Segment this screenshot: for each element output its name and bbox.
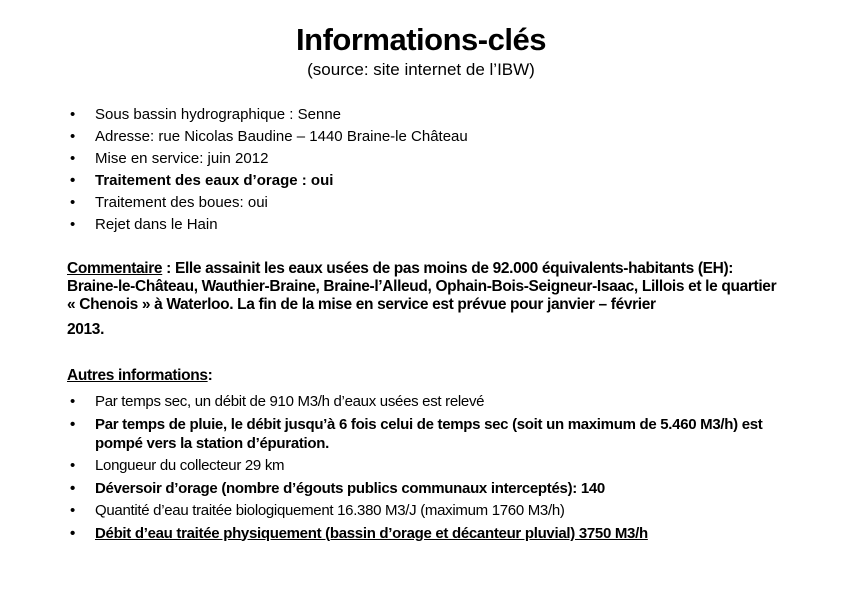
list-item-text: Quantité d’eau traitée biologiquement 16.380 M3/J (maximum 1760 M3/h) [95, 502, 565, 519]
list-item-traitement-boues [68, 192, 782, 214]
autres-informations-label: Autres informations [67, 367, 208, 384]
commentaire-tail: 2013. [67, 321, 105, 338]
commentaire-label: Commentaire [67, 260, 163, 277]
autres-informations-heading [67, 367, 782, 385]
list-item-debit-eau-physique [68, 524, 782, 543]
list-item-text: Traitement des eaux d’orage : oui [95, 172, 334, 189]
list-item-deversoir-orage [68, 479, 782, 498]
list-item-text: Rejet dans le Hain [95, 216, 218, 233]
list-item-longueur-collecteur [68, 456, 782, 475]
list-item-text: Débit d’eau traitée physiquement (bassin d’orage et décanteur pluvial) 3750 M3/h [95, 524, 648, 542]
list-item-text: Déversoir d’orage (nombre d’égouts publics communaux interceptés): 140 [95, 479, 605, 497]
page-title: Informations-clés [296, 22, 546, 57]
list-item-temps-sec [68, 392, 782, 411]
list-item-text: Longueur du collecteur 29 km [95, 457, 285, 474]
list-item-adresse [68, 126, 782, 148]
list-item-mise-en-service [68, 148, 782, 170]
list-item-text: Par temps sec, un débit de 910 M3/h d’eaux usées est relevé [95, 393, 485, 410]
autres-informations-separator: : [207, 367, 213, 384]
list-item-text: Traitement des boues: oui [95, 194, 268, 211]
page-subtitle: (source: site internet de l’IBW) [307, 60, 535, 79]
list-item-text: Adresse: rue Nicolas Baudine – 1440 Braine-le Château [95, 128, 468, 145]
list-item-traitement-eaux-orage [68, 170, 782, 192]
list-item-rejet-hain [68, 214, 782, 236]
key-facts-list [0, 104, 842, 236]
list-item-text: Par temps de pluie, le débit jusqu’à 6 fois celui de temps sec (soit un maximum de 5.460 M3/h) est pompé vers la station d’épuration. [95, 415, 763, 452]
commentaire-body: Elle assainit les eaux usées de pas moins de 92.000 équivalents-habitants (EH): Braine-le-Château, Wauthier-Braine, Braine-l’Alleud, Ophain-Bois-Seigneur-Isaac, Lillois et le quartier « Chenois » à Waterloo. La fin de la mise en service est prévue pour janvier – février [67, 260, 777, 313]
list-item-text: Sous bassin hydrographique : Senne [95, 106, 342, 123]
list-item-quantite-eau-biologique [68, 501, 782, 520]
list-item-text: Mise en service: juin 2012 [95, 150, 269, 167]
autres-informations-list [0, 392, 842, 543]
list-item-sous-bassin [68, 104, 782, 126]
commentaire-paragraph [67, 260, 779, 314]
list-item-temps-pluie [68, 415, 782, 453]
commentaire-separator: : [162, 260, 175, 277]
